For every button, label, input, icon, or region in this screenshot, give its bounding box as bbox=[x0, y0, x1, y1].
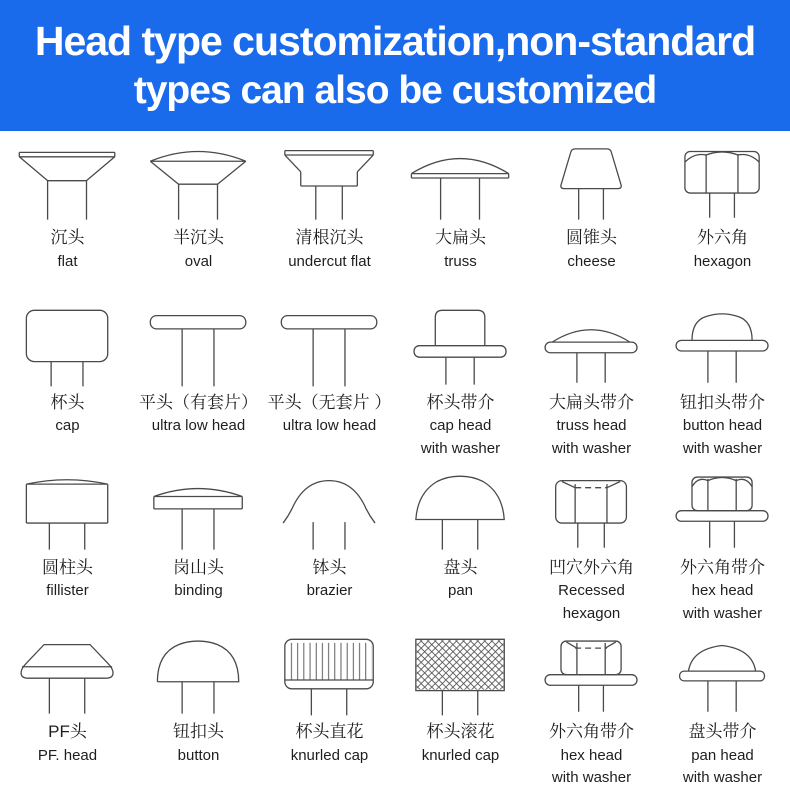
head-label-cn: 杯头滚花 bbox=[426, 722, 495, 742]
head-label-en2: hexagon bbox=[562, 604, 621, 622]
head-label-cn: PF头 bbox=[48, 722, 87, 742]
head-label-en: fillister bbox=[46, 582, 89, 600]
head-type-cell bbox=[133, 625, 264, 790]
head-label-en: PF. head bbox=[37, 746, 98, 764]
undercut-flat-head-diagram-icon bbox=[276, 140, 382, 224]
head-label-cn: 杯头直花 bbox=[295, 722, 364, 742]
head-label-en2: with washer bbox=[551, 769, 632, 787]
head-type-cell bbox=[133, 461, 264, 626]
hex-head-with-washer-diagram-icon bbox=[669, 470, 775, 554]
ultra-low-head-diagram-icon bbox=[276, 305, 382, 389]
title-line-2: types can also be customized bbox=[133, 68, 657, 112]
truss-head-diagram-icon bbox=[407, 140, 513, 224]
head-type-cell bbox=[264, 296, 395, 461]
head-type-grid bbox=[0, 131, 790, 790]
head-label-en: cap bbox=[55, 417, 80, 435]
button-head-diagram-icon bbox=[145, 634, 251, 718]
fillister-head-diagram-icon bbox=[14, 470, 120, 554]
head-label-en: ultra low head bbox=[282, 417, 377, 435]
binding-head-diagram-icon bbox=[145, 470, 251, 554]
head-label-en: undercut flat bbox=[288, 252, 371, 270]
brazier-head-diagram-icon bbox=[276, 470, 382, 554]
head-label-cn: 大扁头 bbox=[435, 228, 486, 247]
truss-head-with-washer-diagram-icon bbox=[538, 305, 644, 389]
head-label-en: Recessed bbox=[558, 582, 625, 600]
head-type-cell bbox=[264, 625, 395, 790]
head-label-en: knurled cap bbox=[290, 746, 369, 764]
head-label-en2: with washer bbox=[682, 604, 763, 622]
diamond-knurled-cap-head-diagram-icon bbox=[407, 634, 513, 718]
head-label-en: knurled cap bbox=[421, 746, 500, 764]
oval-countersunk-head-diagram-icon bbox=[145, 140, 251, 224]
head-label-en: hexagon bbox=[693, 252, 752, 270]
cap-head-diagram-icon bbox=[14, 305, 120, 389]
head-type-cell bbox=[526, 296, 657, 461]
head-label-cn: 半沉头 bbox=[173, 228, 224, 247]
head-type-cell bbox=[2, 461, 133, 626]
pan-head-diagram-icon bbox=[407, 470, 513, 554]
hexagon-head-diagram-icon bbox=[669, 140, 775, 224]
head-type-cell bbox=[657, 625, 788, 790]
head-label-en: button head bbox=[682, 417, 763, 435]
head-label-en: pan bbox=[447, 582, 474, 600]
recessed-hex-head-with-washer-diagram-icon bbox=[538, 634, 644, 718]
head-label-cn: 凹穴外六角 bbox=[549, 557, 634, 577]
head-type-cell bbox=[2, 296, 133, 461]
pf-head-diagram-icon bbox=[14, 634, 120, 718]
head-type-cell bbox=[395, 461, 526, 626]
title-banner bbox=[0, 0, 790, 131]
head-type-cell bbox=[526, 625, 657, 790]
head-label-en: binding bbox=[174, 582, 223, 600]
head-type-cell bbox=[657, 131, 788, 296]
head-label-cn: 清根沉头 bbox=[295, 228, 364, 247]
head-label-cn: 圆柱头 bbox=[42, 557, 93, 577]
recessed-hexagon-head-diagram-icon bbox=[538, 470, 644, 554]
cheese-head-diagram-icon bbox=[538, 140, 644, 224]
pan-head-with-washer-diagram-icon bbox=[669, 634, 775, 718]
head-type-cell bbox=[657, 296, 788, 461]
head-label-cn: 外六角带介 bbox=[549, 722, 634, 742]
head-type-cell bbox=[526, 461, 657, 626]
head-label-en2: with washer bbox=[551, 439, 632, 457]
head-label-en: truss head bbox=[556, 417, 627, 435]
head-label-en2: with washer bbox=[682, 439, 763, 457]
head-label-en: flat bbox=[57, 252, 78, 270]
head-type-cell bbox=[395, 131, 526, 296]
head-label-cn: 盘头 bbox=[443, 557, 478, 577]
head-type-cell bbox=[264, 131, 395, 296]
head-label-cn: 外六角 bbox=[697, 228, 748, 247]
head-label-en: pan head bbox=[691, 746, 754, 764]
head-type-cell bbox=[526, 131, 657, 296]
head-label-cn: 钮扣头带介 bbox=[680, 392, 765, 412]
head-type-cell bbox=[395, 625, 526, 790]
head-type-cell bbox=[264, 461, 395, 626]
head-label-en: cheese bbox=[567, 252, 616, 270]
head-label-en: brazier bbox=[306, 582, 353, 600]
head-label-cn: 大扁头带介 bbox=[549, 392, 634, 412]
head-type-cell bbox=[2, 131, 133, 296]
head-type-cell bbox=[395, 296, 526, 461]
head-label-cn: 杯头 bbox=[50, 392, 85, 412]
head-label-en: ultra low head bbox=[151, 417, 246, 435]
head-label-cn: 钵头 bbox=[312, 557, 347, 577]
head-label-cn: 平头（无套片 ） bbox=[267, 392, 392, 412]
head-label-en: hex head bbox=[691, 582, 754, 600]
head-label-en2: with washer bbox=[420, 439, 501, 457]
head-label-en: truss bbox=[444, 252, 477, 270]
head-label-cn: 钮扣头 bbox=[173, 722, 224, 742]
head-type-cell bbox=[657, 461, 788, 626]
head-label-cn: 沉头 bbox=[50, 228, 85, 247]
title-line-1: Head type customization,non-standard bbox=[34, 18, 756, 65]
head-label-cn: 外六角带介 bbox=[680, 557, 765, 577]
head-label-cn: 圆锥头 bbox=[566, 228, 617, 247]
head-type-cell bbox=[133, 131, 264, 296]
head-label-en2: with washer bbox=[682, 769, 763, 787]
button-head-with-washer-diagram-icon bbox=[669, 305, 775, 389]
head-type-cell bbox=[2, 625, 133, 790]
head-label-en: button bbox=[177, 746, 220, 764]
head-label-cn: 杯头带介 bbox=[426, 392, 495, 412]
ultra-low-head-diagram-icon bbox=[145, 305, 251, 389]
head-label-en: hex head bbox=[560, 746, 623, 764]
head-label-en: cap head bbox=[429, 417, 492, 435]
head-label-cn: 平头（有套片） bbox=[139, 392, 258, 412]
head-label-cn: 盘头带介 bbox=[688, 722, 757, 742]
cap-head-with-washer-diagram-icon bbox=[407, 305, 513, 389]
head-type-cell bbox=[133, 296, 264, 461]
head-label-cn: 岗山头 bbox=[173, 557, 224, 577]
straight-knurled-cap-head-diagram-icon bbox=[276, 634, 382, 718]
flat-countersunk-head-diagram-icon bbox=[14, 140, 120, 224]
head-label-en: oval bbox=[184, 252, 213, 270]
